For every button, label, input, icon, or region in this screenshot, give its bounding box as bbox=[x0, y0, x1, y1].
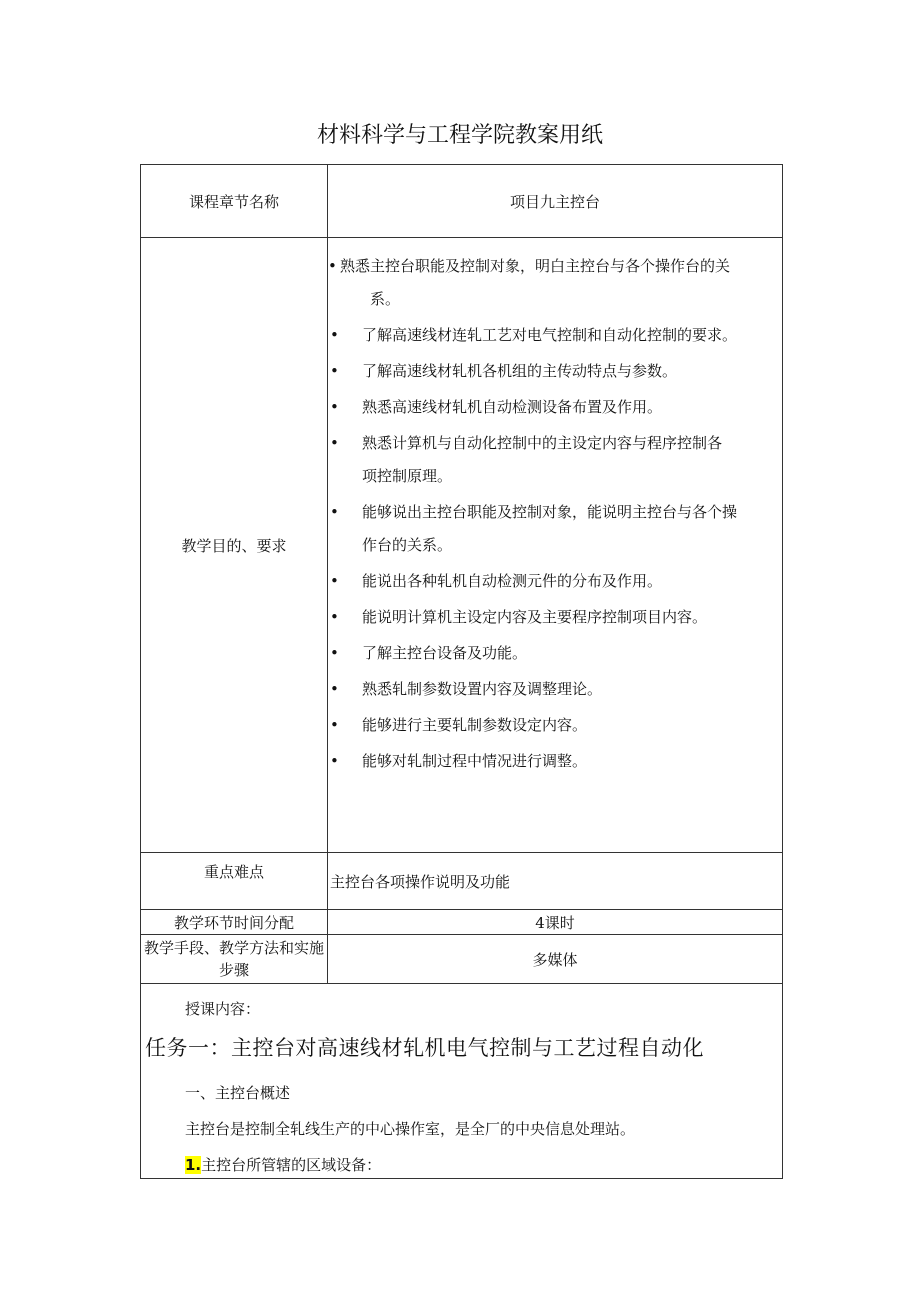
bullet-icon: • bbox=[330, 716, 339, 734]
bullet-icon: • bbox=[330, 398, 339, 416]
goal-item bbox=[328, 673, 782, 706]
goal-item bbox=[328, 250, 782, 316]
key-points-label: 重点难点 bbox=[141, 853, 328, 910]
bullet-icon: • bbox=[330, 644, 339, 662]
item-number: 1. bbox=[185, 1156, 202, 1174]
goal-text: 了解主控台设备及功能。 bbox=[362, 644, 528, 662]
methods-row bbox=[141, 935, 783, 984]
intro-paragraph: 主控台是控制全轧线生产的中心操作室，是全厂的中央信息处理站。 bbox=[185, 1120, 636, 1138]
goal-text: 熟悉主控台职能及控制对象，明白主控台与各个操作台的关 bbox=[340, 257, 731, 275]
course-row bbox=[141, 165, 783, 238]
goal-text: 了解高速线材轧机各机组的主传动特点与参数。 bbox=[362, 362, 678, 380]
goal-text: 熟悉轧制参数设置内容及调整理论。 bbox=[362, 680, 603, 698]
course-value: 项目九主控台 bbox=[328, 165, 783, 238]
goal-text: 能说出各种轧机自动检测元件的分布及作用。 bbox=[362, 572, 663, 590]
goal-text: 能说明计算机主设定内容及主要程序控制项目内容。 bbox=[362, 608, 708, 626]
key-points-row bbox=[141, 853, 783, 910]
goal-item bbox=[328, 496, 782, 562]
goal-text: 能够进行主要轧制参数设定内容。 bbox=[362, 716, 588, 734]
goal-text-cont: 项控制原理。 bbox=[362, 467, 453, 485]
bullet-icon: • bbox=[330, 362, 339, 380]
methods-value: 多媒体 bbox=[328, 935, 783, 984]
goal-text-cont: 作台的关系。 bbox=[362, 536, 453, 554]
goal-item bbox=[328, 601, 782, 634]
goals-row bbox=[141, 238, 783, 853]
goal-text: 熟悉计算机与自动化控制中的主设定内容与程序控制各 bbox=[362, 434, 723, 452]
goal-item bbox=[328, 391, 782, 424]
document-title: 材料科学与工程学院教案用纸 bbox=[316, 123, 603, 148]
bullet-icon: • bbox=[328, 257, 337, 275]
course-label: 课程章节名称 bbox=[141, 165, 328, 238]
bullet-icon: • bbox=[330, 752, 339, 770]
goal-item bbox=[328, 427, 782, 493]
content-heading: 授课内容： bbox=[185, 1000, 261, 1018]
goal-text: 能够对轧制过程中情况进行调整。 bbox=[362, 752, 588, 770]
goal-item bbox=[328, 745, 782, 778]
hours-row bbox=[141, 910, 783, 935]
goal-list bbox=[328, 238, 782, 778]
goal-item bbox=[328, 319, 782, 352]
goal-item bbox=[328, 637, 782, 670]
hours-value: 4课时 bbox=[328, 910, 783, 935]
goal-text-cont: 系。 bbox=[370, 290, 401, 308]
goal-item bbox=[328, 709, 782, 742]
bullet-icon: • bbox=[330, 608, 339, 626]
goal-text: 能够说出主控台职能及控制对象，能说明主控台与各个操 bbox=[362, 503, 738, 521]
section-heading: 一、主控台概述 bbox=[185, 1084, 291, 1102]
bullet-icon: • bbox=[330, 572, 339, 590]
methods-label: 教学手段、教学方法和实施步骤 bbox=[141, 935, 328, 984]
goal-item bbox=[328, 355, 782, 388]
goals-label: 教学目的、要求 bbox=[141, 238, 328, 853]
content-cell bbox=[141, 984, 783, 1179]
goal-text: 了解高速线材连轧工艺对电气控制和自动化控制的要求。 bbox=[362, 326, 738, 344]
goal-item bbox=[328, 565, 782, 598]
bullet-icon: • bbox=[330, 434, 339, 452]
task-title: 任务一：主控台对高速线材轧机电气控制与工艺过程自动化 bbox=[145, 1036, 704, 1060]
hours-label: 教学环节时间分配 bbox=[141, 910, 328, 935]
list-item bbox=[185, 1154, 381, 1175]
bullet-icon: • bbox=[330, 680, 339, 698]
bullet-icon: • bbox=[330, 503, 339, 521]
bullet-icon: • bbox=[330, 326, 339, 344]
lesson-plan-table bbox=[140, 164, 783, 1179]
item-text: 主控台所管辖的区域设备： bbox=[201, 1156, 382, 1174]
goal-text: 熟悉高速线材轧机自动检测设备布置及作用。 bbox=[362, 398, 663, 416]
content-row bbox=[141, 984, 783, 1179]
key-points-value: 主控台各项操作说明及功能 bbox=[328, 853, 783, 910]
goals-cell bbox=[328, 238, 783, 853]
